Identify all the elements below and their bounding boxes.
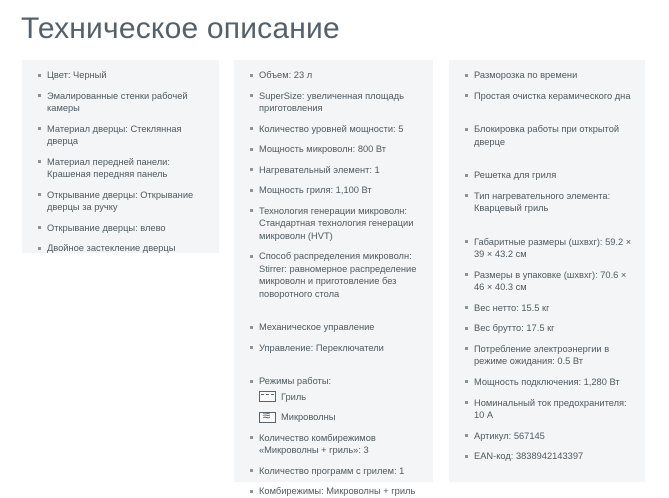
spec-item-package-dimensions: Размеры в упаковке (шхвхг): 70.6 × 46 × 40.3 см <box>465 269 635 294</box>
spec-item-double-glass: Двойное застекление дверцы <box>38 242 209 254</box>
spacer <box>250 308 423 321</box>
spacer <box>465 156 635 169</box>
spec-item-net-weight: Вес нетто: 15.5 кг <box>465 302 635 314</box>
spec-item-door-opening-type: Открывание дверцы: Открывание дверцы за ручку <box>38 189 209 214</box>
spec-item-article: Артикул: 567145 <box>465 430 635 442</box>
spec-item-microwave-tech: Технология генерации микроволн: Стандартная технология генерации микроволн (HVT) <box>250 205 423 242</box>
spec-item-heating-element: Нагревательный элемент: 1 <box>250 164 423 176</box>
spec-item-combi-count: Количество комбирежимов «Микроволны + гриль»: 3 <box>250 432 423 457</box>
spec-list <box>38 69 209 255</box>
page-title: Техническое описание <box>21 12 340 45</box>
spec-item-fuse-current: Номинальный ток предохранителя: 10 А <box>465 397 635 422</box>
spec-item-enamel: Эмалированные стенки рабочей камеры <box>38 90 209 115</box>
spacer <box>465 110 635 123</box>
mode-grill <box>259 391 423 403</box>
spec-item-gross-weight: Вес брутто: 17.5 кг <box>465 322 635 334</box>
mode-grill-label: Гриль <box>281 391 307 402</box>
modes-label: Режимы работы: <box>259 376 332 387</box>
microwave-icon <box>259 412 276 423</box>
spec-item-door-opening-side: Открывание дверцы: влево <box>38 222 209 234</box>
spec-item-microwave-power: Мощность микроволн: 800 Вт <box>250 143 423 155</box>
spec-item-combi-modes: Комбирежимы: Микроволны + гриль <box>250 485 423 497</box>
grill-icon <box>259 391 276 402</box>
mode-micro-label: Микроволны <box>281 412 336 423</box>
spec-list <box>250 69 423 498</box>
spec-item-front-panel: Материал передней панели: Крашеная передняя панель <box>38 156 209 181</box>
spec-item-color: Цвет: Черный <box>38 69 209 81</box>
spec-item-ean: EAN-код: 3838942143397 <box>465 450 635 462</box>
spec-column-design <box>22 60 219 253</box>
spec-item-heater-type: Тип нагревательного элемента: Кварцевый гриль <box>465 190 635 215</box>
spec-item-grill-programs: Количество программ с грилем: 1 <box>250 465 423 477</box>
spec-item-volume: Объем: 23 л <box>250 69 423 81</box>
spec-item-ceramic-clean: Простая очистка керамического дна <box>465 90 635 102</box>
spec-item-door-material: Материал дверцы: Стеклянная дверца <box>38 123 209 148</box>
spec-item-connection-power: Мощность подключения: 1,280 Вт <box>465 376 635 388</box>
spacer <box>250 362 423 375</box>
spec-column-features <box>449 60 645 482</box>
spec-item-grill-power: Мощность гриля: 1,100 Вт <box>250 184 423 196</box>
spec-item-standby-power: Потребление электроэнергии в режиме ожидания: 0.5 Вт <box>465 343 635 368</box>
spec-item-distribution: Способ распределения микроволн: Stirrer: равномерное распределение микроволн и приготовление без поворотного стола <box>250 250 423 300</box>
mode-microwave <box>259 411 423 423</box>
spec-item-modes <box>250 375 423 423</box>
spec-list <box>465 69 635 463</box>
spec-item-supersize: SuperSize: увеличенная площадь приготовления <box>250 90 423 115</box>
spec-item-mechanical-control: Механическое управление <box>250 321 423 333</box>
spec-item-defrost: Разморозка по времени <box>465 69 635 81</box>
spec-column-performance <box>234 60 433 497</box>
spec-item-dimensions: Габаритные размеры (шхвхг): 59.2 × 39 × 43.2 см <box>465 236 635 261</box>
spec-item-grill-rack: Решетка для гриля <box>465 169 635 181</box>
spec-item-power-levels: Количество уровней мощности: 5 <box>250 123 423 135</box>
spacer <box>465 223 635 236</box>
spec-item-door-lock: Блокировка работы при открытой дверце <box>465 123 635 148</box>
spec-item-control-type: Управление: Переключатели <box>250 342 423 354</box>
